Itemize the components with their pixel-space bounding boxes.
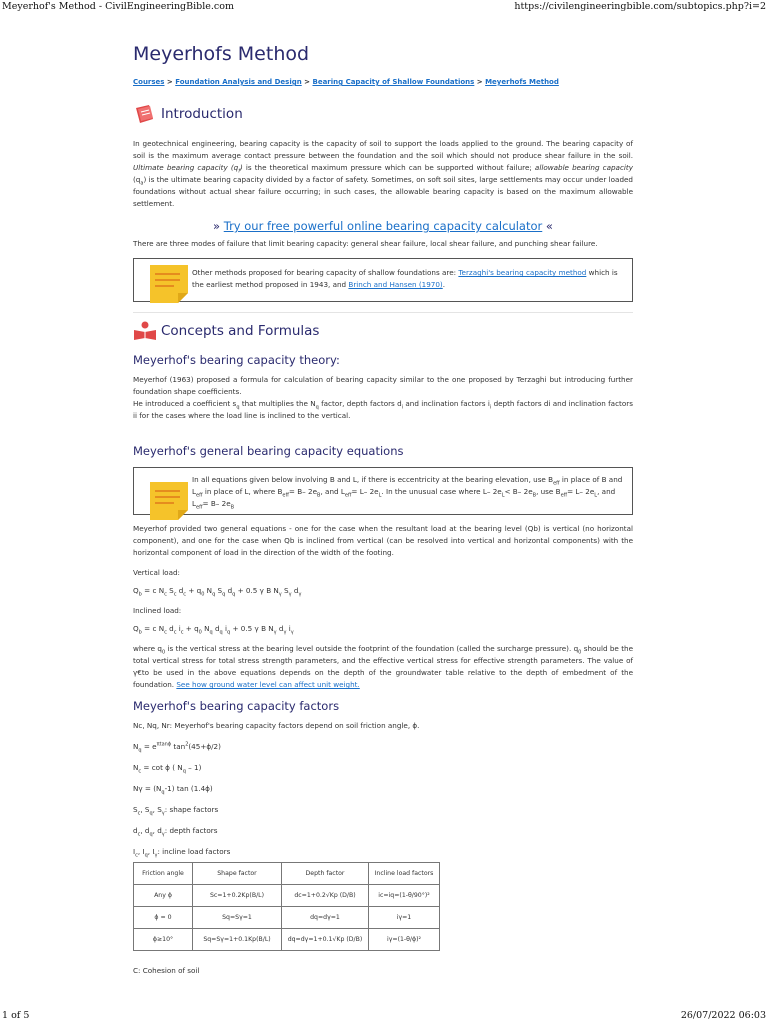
concepts-heading (133, 321, 633, 341)
table-row (134, 885, 440, 907)
book-icon (133, 104, 157, 124)
page-title: Meyerhofs Method (133, 43, 310, 65)
failure-modes-text: There are three modes of failure that limit bearing capacity: general shear failure, local shear failure, and punching shear failure. (133, 239, 598, 248)
table-cell: Sc=1+0.2Kp(B/L) (193, 885, 282, 907)
breadcrumb-bearing[interactable]: Bearing Capacity of Shallow Foundations (312, 78, 475, 86)
calculator-link[interactable]: Try our free powerful online bearing capacity calculator (223, 219, 543, 233)
intro-heading-text: Introduction (161, 106, 243, 122)
breadcrumb-sep: > (166, 78, 173, 86)
table-cell: dq=dγ=1+0.1√Kp (D/B) (282, 929, 369, 951)
inclined-load-label: Inclined load: (133, 606, 182, 615)
print-timestamp: 26/07/2022 06:03 (680, 1010, 766, 1021)
table-cell: Any ϕ (134, 885, 193, 907)
table-cell: ϕ≥10° (134, 929, 193, 951)
table-cell: iγ=(1-θ/ϕ)² (369, 929, 440, 951)
nc-equation: $N_c = \cot \phi$ ( $N_q - 1$) (133, 763, 202, 775)
table-cell: dc=1+0.2√Kp (D/B) (282, 885, 369, 907)
breadcrumb-foundation[interactable]: Foundation Analysis and Design (175, 78, 302, 86)
nq-equation: $N_q = e^{\pi tan\phi}$ $\tan^2(45+\phi/2)$ (133, 741, 221, 754)
breadcrumb-meyerhof[interactable]: Meyerhofs Method (485, 78, 559, 86)
factors-heading: Meyerhof's bearing capacity factors (133, 699, 340, 713)
table-row (134, 907, 440, 929)
theory-heading: Meyerhof's bearing capacity theory: (133, 353, 340, 367)
reader-icon (133, 321, 157, 341)
depth-factors-line: $d_c$, $d_q$, $d_\gamma$: depth factors (133, 826, 218, 838)
table-cell: ic=iq=(1-θ/90°)² (369, 885, 440, 907)
table-cell: dq=dγ=1 (282, 907, 369, 929)
table-header: Incline load factors (369, 863, 440, 885)
other-methods-note: Other methods proposed for bearing capacity of shallow foundations are: Terzaghi's bearing capacity method which is the earliest method proposed in 1943, and Brinch and Hansen (1970). (133, 258, 633, 302)
calculator-cta: » Try our free powerful online bearing capacity calculator « (213, 219, 553, 233)
print-footer (0, 1010, 768, 1024)
general-heading: Meyerhof's general bearing capacity equations (133, 444, 404, 458)
breadcrumb-courses[interactable]: Courses (133, 78, 165, 86)
table-cell: iγ=1 (369, 907, 440, 929)
sticky-note-icon (150, 482, 188, 520)
table-cell: ϕ = 0 (134, 907, 193, 929)
vertical-load-equation: $Q_b = c$ $N_c$ $S_c$ $d_c + q_0$ $N_q$ $S_q$ $d_q + 0.5$ γ B $N_\gamma$ $S_\gamma$ $d_\gamma$ (133, 586, 302, 598)
article (133, 36, 633, 977)
page-count: 1 of 5 (2, 1010, 30, 1021)
sticky-note-icon (150, 265, 188, 303)
incline-factors-line: $I_c$, $I_q$, $I_\gamma$: incline load factors (133, 847, 231, 859)
eccentricity-note: In all equations given below involving B and L, if there is eccentricity at the bearing elevation, use $B_{eff}$ in place of B and $L_{eff}$ in place of L, where $B_{eff}= B-$ $2e_B$, and $L_{eff}= L-$ $2e_L$. In the unusual case where L– $2e_L< B-$ $2e_B$, use $B_{eff}= L-$ $2e_L$, and $L_{eff}= B-$ $2e_B$ (133, 467, 633, 515)
concepts-heading-text: Concepts and Formulas (161, 323, 320, 339)
vertical-load-label: Vertical load: (133, 568, 180, 577)
table-cell: Sq=Sγ=1 (193, 907, 282, 929)
print-header (0, 0, 768, 14)
factors-intro: Nc, Nq, Nr: Meyerhof's bearing capacity factors depend on soil friction angle, ϕ. (133, 721, 420, 730)
brinch-hansen-link[interactable]: Brinch and Hansen (1970) (348, 280, 443, 289)
theory-line-2: He introduced a coefficient $s_q$ that multiplies the $N_q$ factor, depth factors $d_i$ and inclination factors $i_i$ depth factors di and inclination factors ii for the cases where the load line is inclined to the vertical. (133, 399, 633, 420)
breadcrumb-sep: > (304, 78, 311, 86)
surcharge-paragraph: where $q_0$ is the vertical stress at the bearing level outside the footprint of the foundation (called the surcharge pressure). $q_0$ should be the total vertical stress for total stress strength parameters, and the effective vertical stress for effective strength parameters. The value of γ€to be used in the above equations depends on the depth of the groundwater table relative to the depth of embedment of the foundation. See how ground water level can affect unit weight. (133, 644, 633, 689)
ngamma-equation: $N\gamma = (N_q-1)$ tan (1.4ϕ) (133, 784, 213, 796)
inclined-load-equation: $Q_b = c$ $N_c$ $d_c$ $i_c + q_0$ $N_q$ $d_q$ $i_q + 0.5$ γ B $N_\gamma$ $d_\gamma$ $i_\gamma$ (133, 624, 294, 636)
intro-paragraph: In geotechnical engineering, bearing capacity is the capacity of soil to support the loads applied to the ground. The bearing capacity of soil is the maximum average contact pressure between the foundation and the soil which should not produce shear failure in the soil. Ultimate bearing capacity $(q_f)$ is the theoretical maximum pressure which can be supported without failure; allowable bearing capacity $(q_a)$ is the ultimate bearing capacity divided by a factor of safety. Sometimes, on soft soil sites, large settlements may occur under loaded foundations without actual shear failure occurring; in such cases, the allowable bearing capacity is based on the maximum allowable settlement. (133, 139, 633, 208)
divider (133, 312, 633, 313)
table-header: Depth factor (282, 863, 369, 885)
breadcrumb-sep: > (476, 78, 483, 86)
table-header: Friction angle (134, 863, 193, 885)
print-header-title: Meyerhof's Method - CivilEngineeringBible.com (2, 1, 234, 12)
shape-factors-line: $S_c$, $S_q$, $S_\gamma$: shape factors (133, 805, 219, 817)
ground-water-link[interactable]: See how ground water level can affect unit weight. (176, 680, 360, 689)
factors-table (133, 862, 440, 951)
table-cell: Sq=Sγ=1+0.1Kp(B/L) (193, 929, 282, 951)
cohesion-text: C: Cohesion of soil (133, 966, 200, 975)
table-row (134, 929, 440, 951)
print-header-url: https://civilengineeringbible.com/subtopics.php?i=2 (514, 1, 766, 12)
terzaghi-link[interactable]: Terzaghi's bearing capacity method (458, 268, 587, 277)
breadcrumb (133, 76, 633, 88)
general-description: Meyerhof provided two general equations - one for the case when the resultant load at the bearing level (Qb) is vertical (no horizontal component), and one for the case when Qb is inclined from vertical (can be resolved into vertical and horizontal components) with the horizontal component of load in the direction of the width of the footing. (133, 524, 633, 557)
table-header-row (134, 863, 440, 885)
intro-heading (133, 104, 633, 124)
table-header: Shape factor (193, 863, 282, 885)
theory-line-1: Meyerhof (1963) proposed a formula for calculation of bearing capacity similar to the one proposed by Terzaghi but introducing further foundation shape coefficients. (133, 375, 633, 396)
